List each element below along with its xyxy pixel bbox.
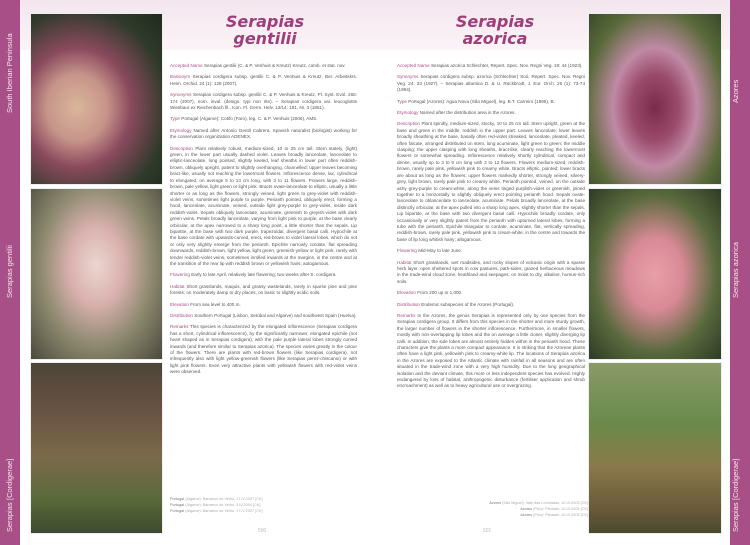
description-paragraph: Description Plant spindly, medium-sized, stocky, 10 to 25 cm tall. Stem upright, green at the base and green in the middle, reddish in the upper part. Leaves lanceolate; lower leaves broadly sheathing at the base, basally often red-violet streaked, lanceolate, pleated, keeled, often falcate, arranged distributed on stem, long acuminate, light green to green; the middle clasping; the upper clasping with long sheaths, bract-like, clearly reaching the lowermost flowers or somewhat spreading. Inflorescence relatively shortly cylindrical, compact and dense, usually up to 3 to 9 cm long with 3 to 12 flowers. Flowers medium-sized, reddish-brown, rarely pale pink, yellowish pink to creamy white. Bracts elliptic, pointed; lower bracts are about as long as the flowers; upper flowers markedly shorter, strongly veined, silvery-grey, light brown, rarely pale pink to creamy white. Perianth pointed, veined, on the outside ashy grey-purple to cream-white, along the veins tinged purplish-violet or greenish, joined together to a horizontally to slightly obliquely erect pointing perianth hood. Sepals ovate-lanceolate to oblanceolate to lanceolate, acuminate. Petals broadly lanceolate, at the base distinctly orbicular, at the apex pulled into a sharp long apex, slightly shorter than the sepals. Lip bipartite, at the base with two divergent basal calli. Hypochile broadly cordate, only occasionally or very slightly patent from the perianth with upturned lateral lobes, forming a tube with the perianth. Epichile triangular to cordate, acuminate, flat, vertically spreading, reddish-brown, rarely pale pink, yellowish pink to cream-white, in the centre and towards the base of lip long whitish hairy; allogamous. xyxy=(397,121,586,242)
flower-closeup-photo xyxy=(588,13,722,185)
distribution-paragraph: Distribution Endemic subspecies of the Azores (Portugal). xyxy=(397,301,515,307)
title-genus: Serapias xyxy=(455,12,535,31)
flower-closeup-photo xyxy=(30,13,163,185)
photo-credits xyxy=(489,500,588,518)
basionym-paragraph: Basionym Serapias cordigera subsp. gentilii C. & P. Venhuis & Kreutz, Ber. Arbeitskrs. Heim. Orchid. 24 (1): 128 (2007). xyxy=(170,74,357,86)
synonyms-paragraph: Synonyms Serapias cordigera subsp. gentilii C. & P. Venhuis & Kreutz, Pl. Syst. Evol. 265: 174 (2007), nom. inval. (design. typi non rite). – Serapias cordigera var. leucoglottis Wiesbaur ex Reichenbach fil., Icon. Fl. Germ. Helv. 13/14: 181, Nr. 3 (1851). xyxy=(170,92,357,111)
photo-credit: Portugal (Algarve): Barranco do Velho, 17.IV.2007 [CK] xyxy=(170,497,263,501)
region-label: Azores xyxy=(731,79,740,103)
habitat-paragraph: Habitat Short grasslands, wet roadsides, and rocky slopes of volcanic origin with a sparse herb layer, open sheltered spots in cow pastures, path-sides, grazed herbaceous meadows in the trade-wind cloud zone, heathland and seepages; on moist to dry, alkaline, humus-rich soils. xyxy=(397,259,585,284)
flower-inflorescence-photo xyxy=(588,188,722,360)
photo-credit: Portugal (Algarve): Barranco do Velho, 17.IV.2007 [CK] xyxy=(170,509,263,513)
plant-habitat-photo xyxy=(30,362,163,534)
etymology-paragraph: Etymology Named after the distribution area in the Azores. xyxy=(397,110,516,116)
etymology-paragraph: Etymology Named after Antonio Gentil Cabrera, Spanish naturalist (biologist) working for the conservation organization ADENEX. xyxy=(170,127,357,140)
species-label: Serapias azorica xyxy=(731,242,740,298)
title-epithet: azorica xyxy=(462,29,528,48)
type-paragraph: Type Portugal (Azores): Agua Nova (São Miguel), leg. B.T. Carreiro (1895), B. xyxy=(397,98,555,104)
remarks-paragraph: Remarks In the Azores, the genus Serapias is represented only by one species from the Serapias cordigera group. It differs from this species in the shorter and more sturdy growth, the larger number of flowers in the shorter inflorescence. Furthermore, in smaller flowers, mostly with non-overlapping lip lobes and the on average a little closer, slightly diverging lip calli. In addition, the side lobes are almost entirely hidden within in the perianth hood. These characters give the plants a more compact appearance. It is striking that the Azorean plants often have a light pink, yellowish pink to creamy-white lip. The locations of Serapias azorica in the Azores are exposed to the Atlantic climate with rainfall in all seasons and are often situated in the trade-wind zone with a very high humidity. Due to the long geographical isolation and the deviant climate, this more or less independent species has evolved. Highly endangered by loss of habitat, anthropogenic disturbance (fertiliser application and shrub encroachment) as well as to heavy agricultural use or overgrazing. xyxy=(397,313,585,389)
page-number: 500 xyxy=(258,528,267,534)
page-number: 501 xyxy=(483,528,492,534)
section-label: [Cordigerae] xyxy=(731,458,740,500)
accepted-name-paragraph: Accepted Name Serapias azorica Schlechter, Repert. Spec. Nov. Regni Veg. 19: 44 (1923). xyxy=(397,63,583,68)
species-title xyxy=(395,13,595,47)
synonyms-paragraph: Synonyms Serapias cordigera subsp. azorica (Schlechter) Soó, Repert. Spec. Nov. Regni Veg. 24: 33 (1927). – Serapias atlantica D. & U. Rückbrodt, J. Eur. Orch. 26 (1): 73-74 (1994). xyxy=(397,74,585,93)
photo-credit: Azores (Pico): Piedade, 10.VI.2003 [CK] xyxy=(520,507,588,511)
species-label: Serapias gentilii xyxy=(5,245,14,298)
photo-credit: Portugal (Algarve): Barranco do Velho, 9.IV.2004 [CK] xyxy=(170,503,261,507)
section-label: [Cordigerae] xyxy=(5,458,14,500)
right-page xyxy=(375,0,750,545)
plant-habitat-photo xyxy=(588,362,722,534)
species-text xyxy=(397,63,585,395)
distribution-paragraph: Distribution Southern Portugal (Lisbon, Setúbal and Algarve) and southwest Spain (Huelva). xyxy=(170,313,357,318)
genus-label: Serapias xyxy=(5,502,14,532)
photo-credit: Azores (Pico): Piedade, 10.VI.2003 [CK] xyxy=(520,513,588,517)
habitat-paragraph: Habitat Short grasslands, maquis, and grassy wastelands, rarely in sparse pine and pine forests; on moderately damp to dry places, on basic to slightly acidic soils. xyxy=(170,283,358,296)
accepted-name-paragraph: Accepted Name Serapias gentilii (C. & P. Venhuis & Kreutz) Kreutz, comb. et stat. nov. xyxy=(170,63,346,68)
flower-side-photo xyxy=(30,188,163,360)
photo-credit: Azores (São Miguel): Vale das Lombadas, 10.VI.2003 [CK] xyxy=(489,501,588,505)
elevation-paragraph: Elevation From sea level to 400 m. xyxy=(170,301,241,307)
genus-label: Serapias xyxy=(731,502,740,532)
type-paragraph: Type Portugal (Algarve): Cotifo (Faro), leg. C. & P. Venhuis (2006), AMS. xyxy=(170,116,318,122)
photo-credits xyxy=(170,496,263,514)
flowering-paragraph: Flowering Mid-May to late June. xyxy=(397,248,463,254)
flowering-paragraph: Flowering Early to late April, relatively late flowering; two weeks after S. cordigera. xyxy=(170,272,337,278)
remarks-paragraph: Remarks This species is characterized by the elongated inflorescence (Serapias cordigera has a short, cylindrical inflorescence), by the significantly narrower, elongated epichile (not heart shaped as in Serapias cordigera), with the pale purple lateral lobes strongly curved inwards (and therefore similar to Serapias azorica). The species varies greatly in the colour of the flowers. There are plants with red-brown flowers (like Serapias cordigera), not infrequently also with light yellow-greenish flowers (like Serapias perez-chiscanoi) or with light pink flowers. Even very attractive plants with yellowish flowers with red-violet veins were observed. xyxy=(170,324,357,375)
title-epithet: gentilii xyxy=(233,29,297,48)
species-title xyxy=(165,13,365,47)
title-genus: Serapias xyxy=(225,12,305,31)
species-text xyxy=(170,63,357,381)
region-label: South Iberian Peninsula xyxy=(5,33,14,113)
description-paragraph: Description Plant relatively robust, medium-sized, 10 to 25 cm tall. Stem stately, (light) green, in the lower part usually dashed violet. Leaves broadly lanceolate, lanceolate to elliptic-lanceolate, long pointed, slightly keeled, leaf sheaths in lower part often reddish-brown, obliquely upright, patent to slightly overhanging, channelled; upper leaves becoming bract-like, usually not reaching the lowermost flowers. Inflorescence dense, lax, cylindrical to elongated, on average 5 to 13 cm long, with 3 to 11 flowers. Flowers large, reddish-brown, pale yellow, light green or light pink. Bracts ovate-lanceolate to elliptic, usually a little shorter or as long as the flowers, strongly veined, light green to grey-violet with reddish-violet veins, sometimes light purple to purple. Perianth pointed, obliquely erect, forming a hood, lanceolate, acuminate, veined, outside light grey-purple to grey-violet, inside dark reddish-violet. Sepals obliquely lanceolate, acuminate, greenish to greyish-violet with dark green veins. Petals broadly lanceolate, varying from light pink to purple, at the base clearly orbicular, at the apex narrowed to a sharp long point, a little shorter than the sepals. Lip bipartite, at the base with two dark purple, trapezoidal, divergent basal calli. Hypochile at the base cordate with upwards-curved, erect, red-brown to violet lateral lobes, which do not or only very slightly emerge from the perianth. Epichile narrowly cordate, flat spreading downwards, reddish-brown, light yellow, light green, greenish-yellow or light pink, rarely with tender reddish-violet veins, sometimes inrolled inwards at the margins, in the centre and at the transition of the rear lip with reddish brown or yellowish hairs; autogamous. xyxy=(170,145,358,266)
elevation-paragraph: Elevation From 200 up to 1,000. xyxy=(397,290,463,296)
